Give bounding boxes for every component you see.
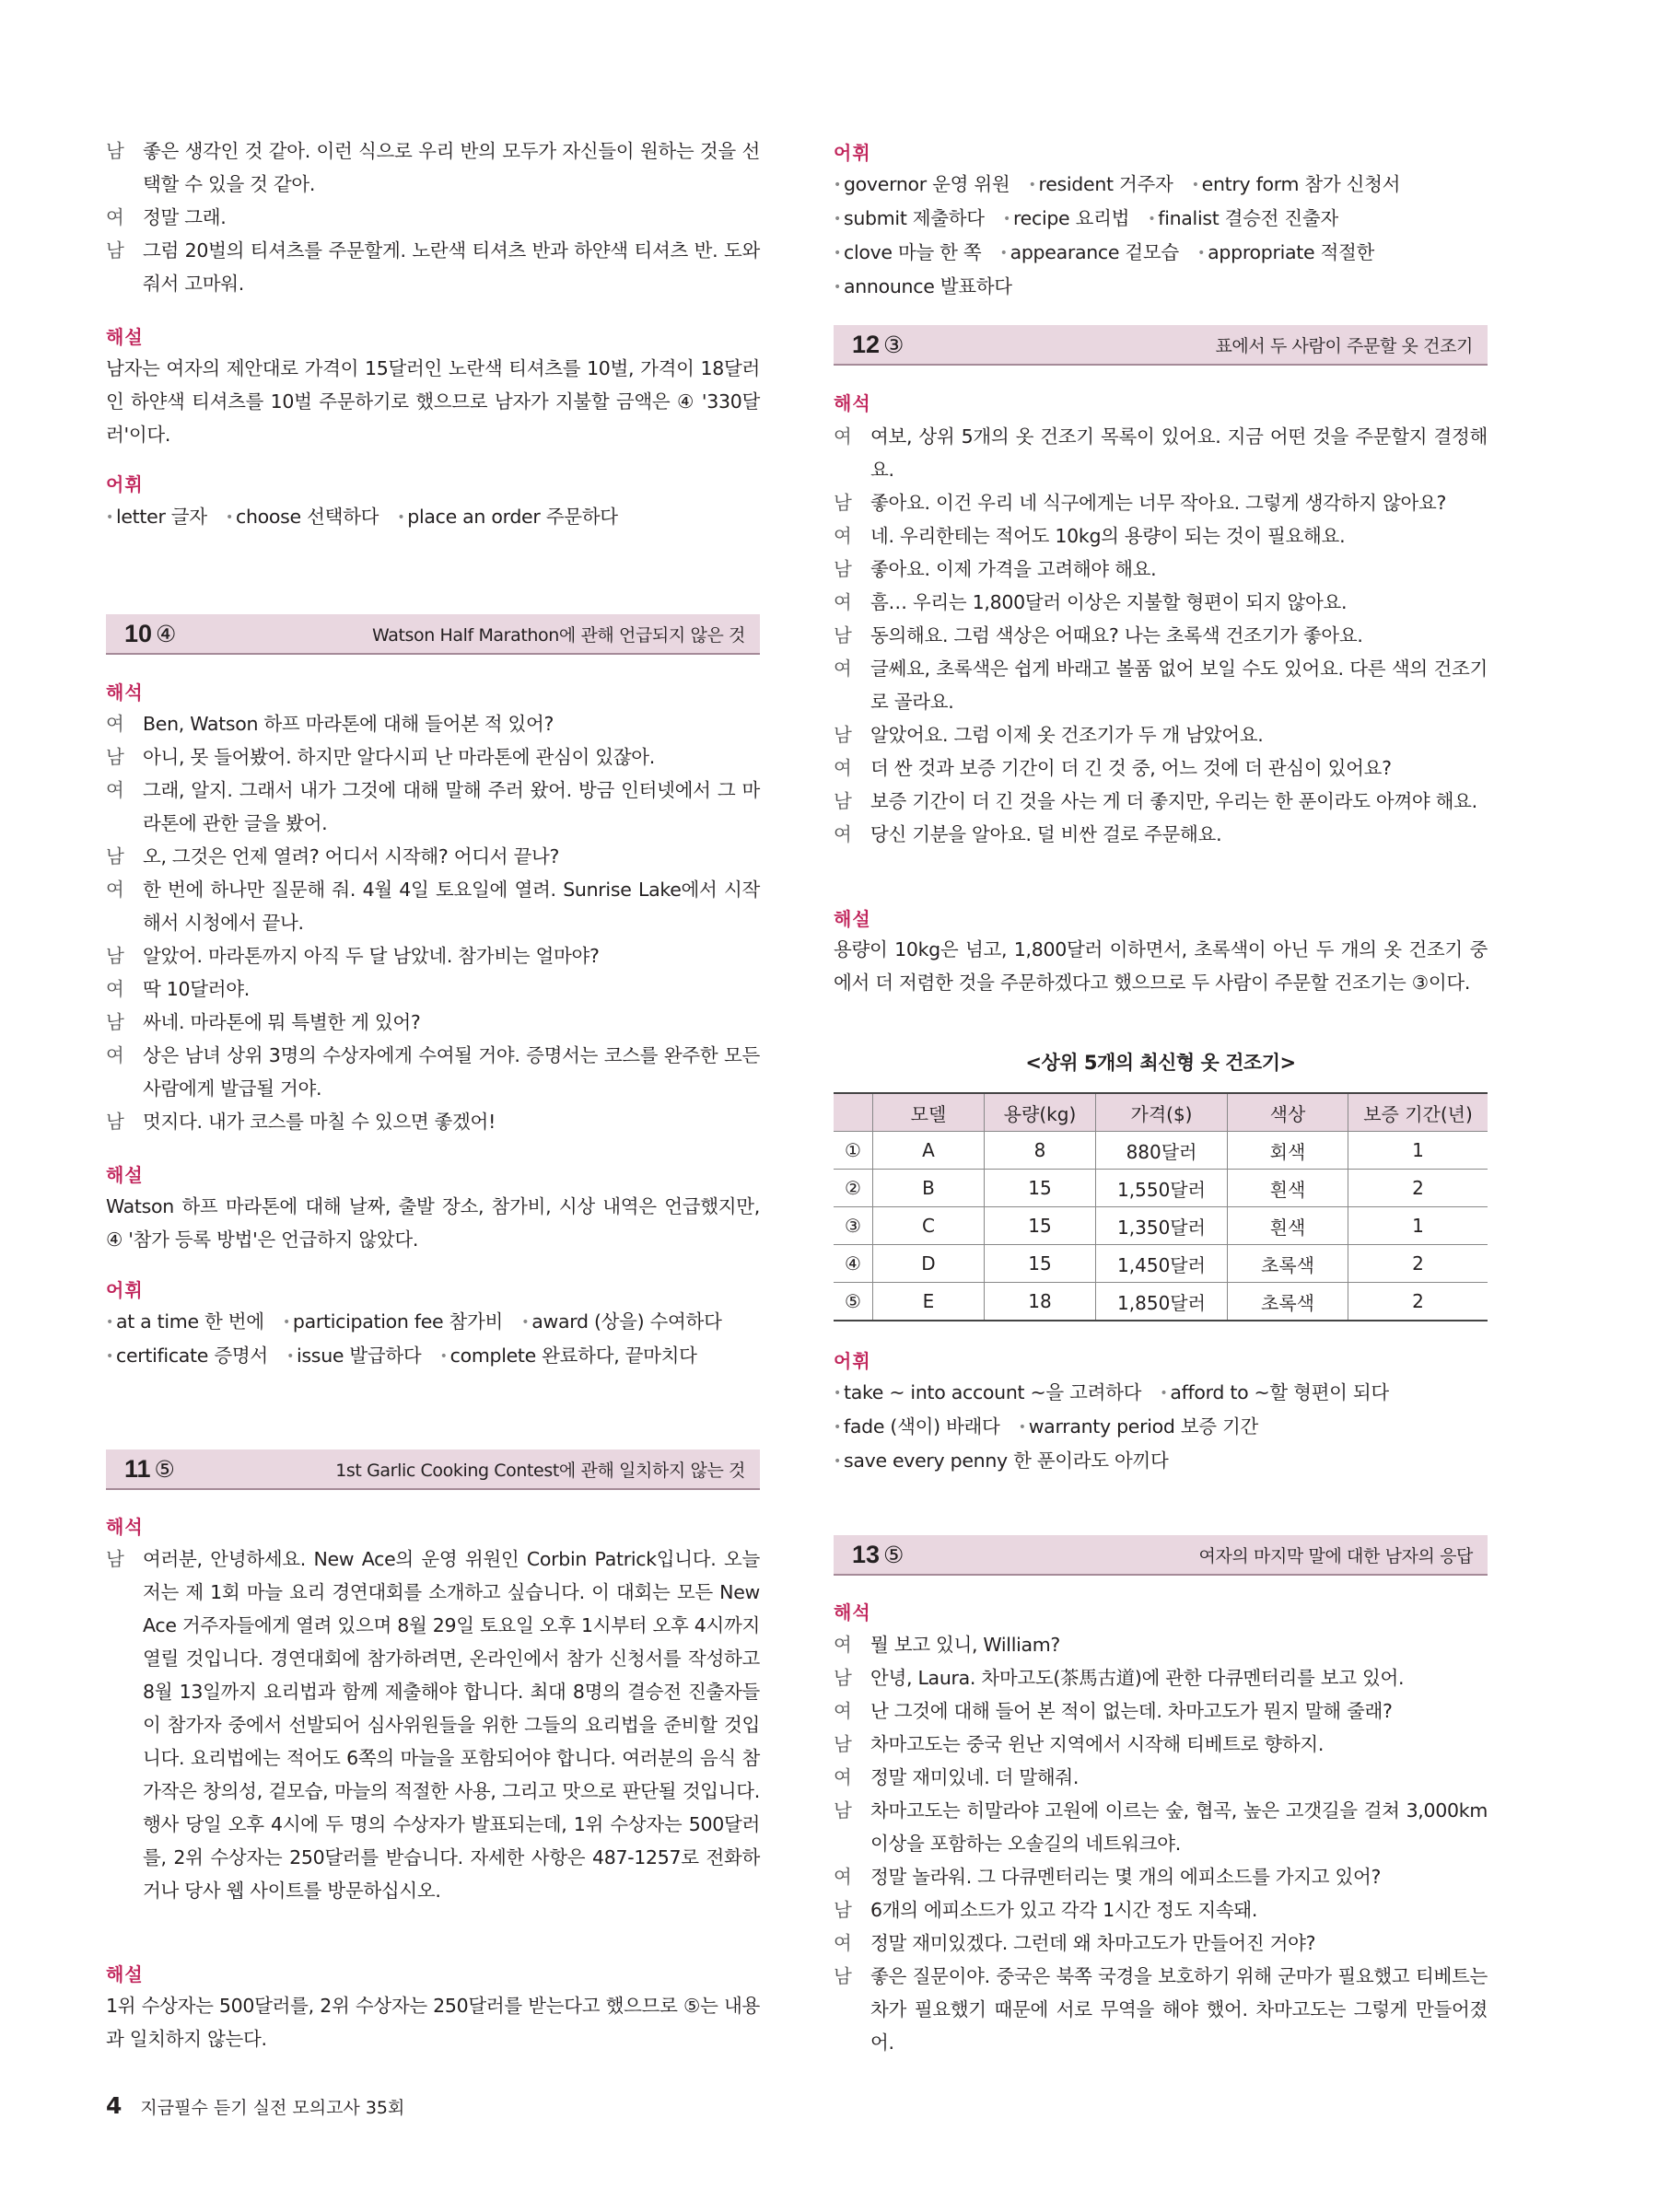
dialogue-line: 여 Ben, Watson 하프 마라톤에 대해 들어본 적 있어? [106,713,554,735]
q10-haeseol-heading: 해설 [106,1164,144,1186]
answer-mark: ⑤ [154,1456,175,1483]
q12-header-bar [834,325,1488,366]
dialogue-line: 남 싸네. 마라톤에 뭐 특별한 게 있어? [106,1011,421,1033]
dialogue-line: 남 좋아요. 이제 가격을 고려해야 해요. [834,558,1157,580]
q10-dialogue [106,707,760,1138]
speaker: 남 [106,239,124,262]
table-cell: 초록색 [1228,1245,1348,1283]
table-cell: 2 [1348,1170,1488,1207]
table-header-row [834,1093,1488,1132]
q10-header-bar [106,614,760,655]
table-cell: 흰색 [1228,1207,1348,1245]
q11-monologue [106,1543,760,1907]
table-row [834,1132,1488,1170]
dialogue-line: 남 알았어. 마라톤까지 아직 두 달 남았네. 참가비는 얼마야? [106,945,600,967]
dialogue-line: 여 더 싼 것과 보증 기간이 더 긴 것 중, 어느 것에 더 관심이 있어요? [834,757,1392,779]
dialogue-line: 여 정말 재미있겠다. 그런데 왜 차마고도가 만들어진 거야? [834,1932,1316,1954]
table-row [834,1283,1488,1321]
speaker: 남 [106,140,124,162]
q11-explanation: 1위 수상자는 500달러를, 2위 수상자는 250달러를 받는다고 했으므로 ⑤는 내용과 일치하지 않는다. [106,1995,760,2050]
table-cell: A [873,1132,985,1170]
dialogue-line: 남 6개의 에피소드가 있고 각각 1시간 정도 지속돼. [834,1899,1258,1921]
vocab-item: • choose 선택하다 [226,506,379,528]
table-cell: 880달러 [1096,1132,1228,1170]
dialogue-line: 여 정말 놀라워. 그 다큐멘터리는 몇 개의 에피소드를 가지고 있어? [834,1866,1382,1888]
q10-vocab-list [106,1305,760,1373]
speaker: 여 [106,206,124,228]
dialogue-line: 남 아니, 못 들어봤어. 하지만 알다시피 난 마라톤에 관심이 있잖아. [106,746,655,768]
book-title: 지금필수 듣기 실전 모의고사 35회 [140,2098,405,2118]
vocab-item: • submit 제출하다 [834,207,985,229]
vocab-item: • clove 마늘 한 쪽 [834,241,982,263]
vocab-item: • recipe 요리법 [1003,207,1130,229]
vocab-item: • appropriate 적절한 [1197,241,1375,263]
vocab-item: • at a time 한 번에 [106,1310,264,1333]
dialogue-line: 여 네. 우리한테는 적어도 10kg의 용량이 되는 것이 필요해요. [834,525,1346,547]
dryer-table [834,1092,1488,1321]
dialogue-line: 남 알았어요. 그럼 이제 옷 건조기가 두 개 남았어요. [834,724,1264,746]
vocab-item: • letter 글자 [106,506,207,528]
q11-vocab-heading: 어휘 [834,142,871,164]
q13-dialogue [834,1628,1488,2059]
table-header: 용량(kg) [985,1093,1096,1132]
dialogue-line: 남 동의해요. 그럼 색상은 어때요? 나는 초록색 건조기가 좋아요. [834,624,1363,646]
dialogue-line: 남 여러분, 안녕하세요. New Ace의 운영 위원인 Corbin Patrick입니다. 오늘 저는 제 1회 마늘 요리 경연대회를 소개하고 싶습니다. 이 대회는 모든 New Ace 거주자들에게 열려 있으며 8월 29일 토요일 오후 1시부터 오후 4시까지 열릴 것입니다. 경연대회에 참가하려면, 온라인에서 참가 신청서를 작성하고 8월 13일까지 요리법과 함께 제출해야 합니다. 최대 8명의 결승전 진출자들이 참가자 중에서 선발되어 심사위원들을 위한 그들의 요리법을 준비할 것입니다. 요리법에는 적어도 6쪽의 마늘을 포함되어야 합니다. 여러분의 음식 참가작은 창의성, 겉모습, 마늘의 적절한 사용, 그리고 맛으로 판단될 것입니다. 행사 당일 오후 4시에 두 명의 수상자가 발표되는데, 1위 수상자는 500달러를, 2위 수상자는 250달러를 받습니다. 자세한 사항은 487-1257로 전화하거나 당사 웹 사이트를 방문하십시오. [106,1548,760,1902]
table-cell: ③ [834,1207,873,1245]
dialogue-line: 남 멋지다. 내가 코스를 마칠 수 있으면 좋겠어! [106,1111,496,1133]
dialogue-line: 남 차마고도는 중국 윈난 지역에서 시작해 티베트로 향하지. [834,1733,1325,1755]
question-topic: Watson Half Marathon에 관해 언급되지 않은 것 [372,624,745,646]
question-number: 11 ⑤ [124,1454,175,1483]
question-topic: 1st Garlic Cooking Contest에 관해 일치하지 않는 것 [335,1460,745,1481]
table-cell: 8 [985,1132,1096,1170]
table-cell: 2 [1348,1283,1488,1321]
dialogue-line: 여 정말 재미있네. 더 말해줘. [834,1766,1080,1788]
table-row [834,1207,1488,1245]
table-cell: ④ [834,1245,873,1283]
question-topic: 표에서 두 사람이 주문할 옷 건조기 [1215,335,1473,356]
dialogue-line: 여 그래, 알지. 그래서 내가 그것에 대해 말해 주러 왔어. 방금 인터넷에서 그 마라톤에 관한 글을 봤어. [106,779,760,834]
dialogue-line: 여 한 번에 하나만 질문해 줘. 4월 4일 토요일에 열려. Sunrise Lake에서 시작해서 시청에서 끝나. [106,879,760,934]
table-cell: C [873,1207,985,1245]
q12-vocab-heading: 어휘 [834,1350,871,1372]
q9-explanation: 남자는 여자의 제안대로 가격이 15달러인 노란색 티셔츠를 10벌, 가격이 18달러인 하얀색 티셔츠를 10벌 주문하기로 했으므로 남자가 지불할 금액은 ④ '330달러'이다. [106,357,760,446]
table-cell: ⑤ [834,1283,873,1321]
dialogue-line: 여 딱 10달러야. [106,978,250,1000]
vocab-item: • participation fee 참가비 [282,1310,504,1333]
question-number: 13 ⑤ [852,1540,905,1568]
dialogue-line: 여 뭘 보고 있니, William? [834,1634,1060,1656]
dialogue-line: 남 안녕, Laura. 차마고도(茶馬古道)에 관한 다큐멘터리를 보고 있어. [834,1667,1405,1689]
vocab-item: • entry form 참가 신청서 [1191,173,1401,195]
table-cell: 18 [985,1283,1096,1321]
vocab-item: • certificate 증명서 [106,1345,268,1367]
dialogue-line: 남 차마고도는 히말라야 고원에 이르는 숲, 협곡, 높은 고갯길을 걸쳐 3,000km 이상을 포함하는 오솔길의 네트워크야. [834,1799,1488,1855]
q9-vocab-list [106,500,760,534]
vocab-item: • fade (색이) 바래다 [834,1415,1000,1438]
q13-haeseok-heading: 해석 [834,1601,871,1624]
table-cell: E [873,1283,985,1321]
table-cell: B [873,1170,985,1207]
vocab-item: • complete 완료하다, 끝마치다 [439,1345,697,1367]
q11-haeseok-heading: 해석 [106,1516,144,1538]
table-cell: 15 [985,1170,1096,1207]
dialogue-line [106,134,760,201]
table-header: 모델 [873,1093,985,1132]
vocab-item: • afford to ~할 형편이 되다 [1160,1381,1389,1403]
table-header: 가격($) [1096,1093,1228,1132]
table-header: 보증 기간(년) [1348,1093,1488,1132]
answer-mark: ③ [883,332,905,358]
table-row [834,1170,1488,1207]
dialogue-line: 여 흠… 우리는 1,800달러 이상은 지불할 형편이 되지 않아요. [834,591,1348,613]
dialogue-line: 남 오, 그것은 언제 열려? 어디서 시작해? 어디서 끝나? [106,845,560,867]
table-row [834,1245,1488,1283]
dialogue-line: 남 보증 기간이 더 긴 것을 사는 게 더 좋지만, 우리는 한 푼이라도 아껴야 해요. [834,790,1477,812]
table-cell: 15 [985,1207,1096,1245]
utterance: 정말 그래. [143,206,227,228]
vocab-item: • resident 거주자 [1028,173,1173,195]
question-number: 12 ③ [852,330,905,358]
answer-mark: ⑤ [883,1542,905,1568]
page-footer [106,2092,404,2119]
table-cell: 1,550달러 [1096,1170,1228,1207]
dialogue-line: 여 상은 남녀 상위 3명의 수상자에게 수여될 거야. 증명서는 코스를 완주한 모든 사람에게 발급될 거야. [106,1044,760,1100]
q9-vocab-heading: 어휘 [106,473,144,495]
vocab-item: • announce 발표하다 [834,275,1012,297]
table-cell: 1 [1348,1207,1488,1245]
q10-vocab-heading: 어휘 [106,1279,144,1301]
dialogue-line: 남 좋은 질문이야. 중국은 북쪽 국경을 보호하기 위해 군마가 필요했고 티베트는 차가 필요했기 때문에 서로 무역을 해야 했어. 차마고도는 그렇게 만들어졌어. [834,1965,1488,2054]
vocab-item: • governor 운영 위원 [834,173,1010,195]
table-header: 색상 [1228,1093,1348,1132]
table-cell: ② [834,1170,873,1207]
table-header [834,1093,873,1132]
vocab-item: • award (상을) 수여하다 [521,1310,722,1333]
utterance: 좋은 생각인 것 같아. 이런 식으로 우리 반의 모두가 자신들이 원하는 것을 선택할 수 있을 것 같아. [143,140,760,195]
table-cell: 1,850달러 [1096,1283,1228,1321]
q13-header-bar [834,1535,1488,1576]
table-cell: 흰색 [1228,1170,1348,1207]
vocab-item: • place an order 주문하다 [397,506,618,528]
vocab-item: • save every penny 한 푼이라도 아끼다 [834,1449,1169,1472]
table-cell: 1 [1348,1132,1488,1170]
utterance: 그럼 20벌의 티셔츠를 주문할게. 노란색 티셔츠 반과 하얀색 티셔츠 반. 도와줘서 고마워. [143,239,760,295]
table-cell: 1,350달러 [1096,1207,1228,1245]
question-number: 10 ④ [124,619,177,647]
q10-explanation: Watson 하프 마라톤에 대해 날짜, 출발 장소, 참가비, 시상 내역은 언급했지만, ④ '참가 등록 방법'은 언급하지 않았다. [106,1195,760,1251]
q12-dialogue [834,420,1488,851]
table-cell: 회색 [1228,1132,1348,1170]
q10-haeseok-heading: 해석 [106,681,144,704]
dialogue-line: 여 글쎄요, 초록색은 쉽게 바래고 볼품 없어 보일 수도 있어요. 다른 색의 건조기로 골라요. [834,658,1488,713]
dialogue-line: 여 여보, 상위 5개의 옷 건조기 목록이 있어요. 지금 어떤 것을 주문할지 결정해요. [834,425,1488,481]
vocab-item: • take ~ into account ~을 고려하다 [834,1381,1142,1403]
vocab-item: • warranty period 보증 기간 [1018,1415,1259,1438]
table-title: <상위 5개의 최신형 옷 건조기> [1025,1052,1296,1074]
vocab-item: • finalist 결승전 진출자 [1148,207,1338,229]
table-cell: 초록색 [1228,1283,1348,1321]
table-cell: D [873,1245,985,1283]
page-number: 4 [106,2092,123,2119]
question-topic: 여자의 마지막 말에 대한 남자의 응답 [1198,1545,1473,1566]
q12-vocab-list [834,1376,1488,1478]
table-cell: 1,450달러 [1096,1245,1228,1283]
q12-explanation: 용량이 10kg은 넘고, 1,800달러 이하면서, 초록색이 아닌 두 개의 옷 건조기 중에서 더 저렴한 것을 주문하겠다고 했으므로 두 사람이 주문할 건조기는 ③이다. [834,938,1488,994]
q11-haeseol-heading: 해설 [106,1963,144,1985]
vocab-item: • appearance 겉모습 [999,241,1179,263]
dialogue-line: 여 난 그것에 대해 들어 본 적이 없는데. 차마고도가 뭔지 말해 줄래? [834,1700,1393,1722]
dialogue-line: 여 당신 기분을 알아요. 덜 비싼 걸로 주문해요. [834,823,1222,845]
dialogue-line: 남 좋아요. 이건 우리 네 식구에게는 너무 작아요. 그렇게 생각하지 않아요? [834,492,1447,514]
table-cell: 2 [1348,1245,1488,1283]
vocab-item: • issue 발급하다 [286,1345,422,1367]
table-cell: 15 [985,1245,1096,1283]
q9-haeseol-heading: 해설 [106,326,144,348]
table-cell: ① [834,1132,873,1170]
q12-haeseol-heading: 해설 [834,908,871,930]
dialogue-line [106,201,760,234]
answer-mark: ④ [156,621,177,647]
q9-dialogue [106,134,760,300]
q11-header-bar [106,1449,760,1490]
q12-haeseok-heading: 해석 [834,392,871,414]
q11-vocab-list [834,168,1488,304]
dialogue-line [106,234,760,300]
